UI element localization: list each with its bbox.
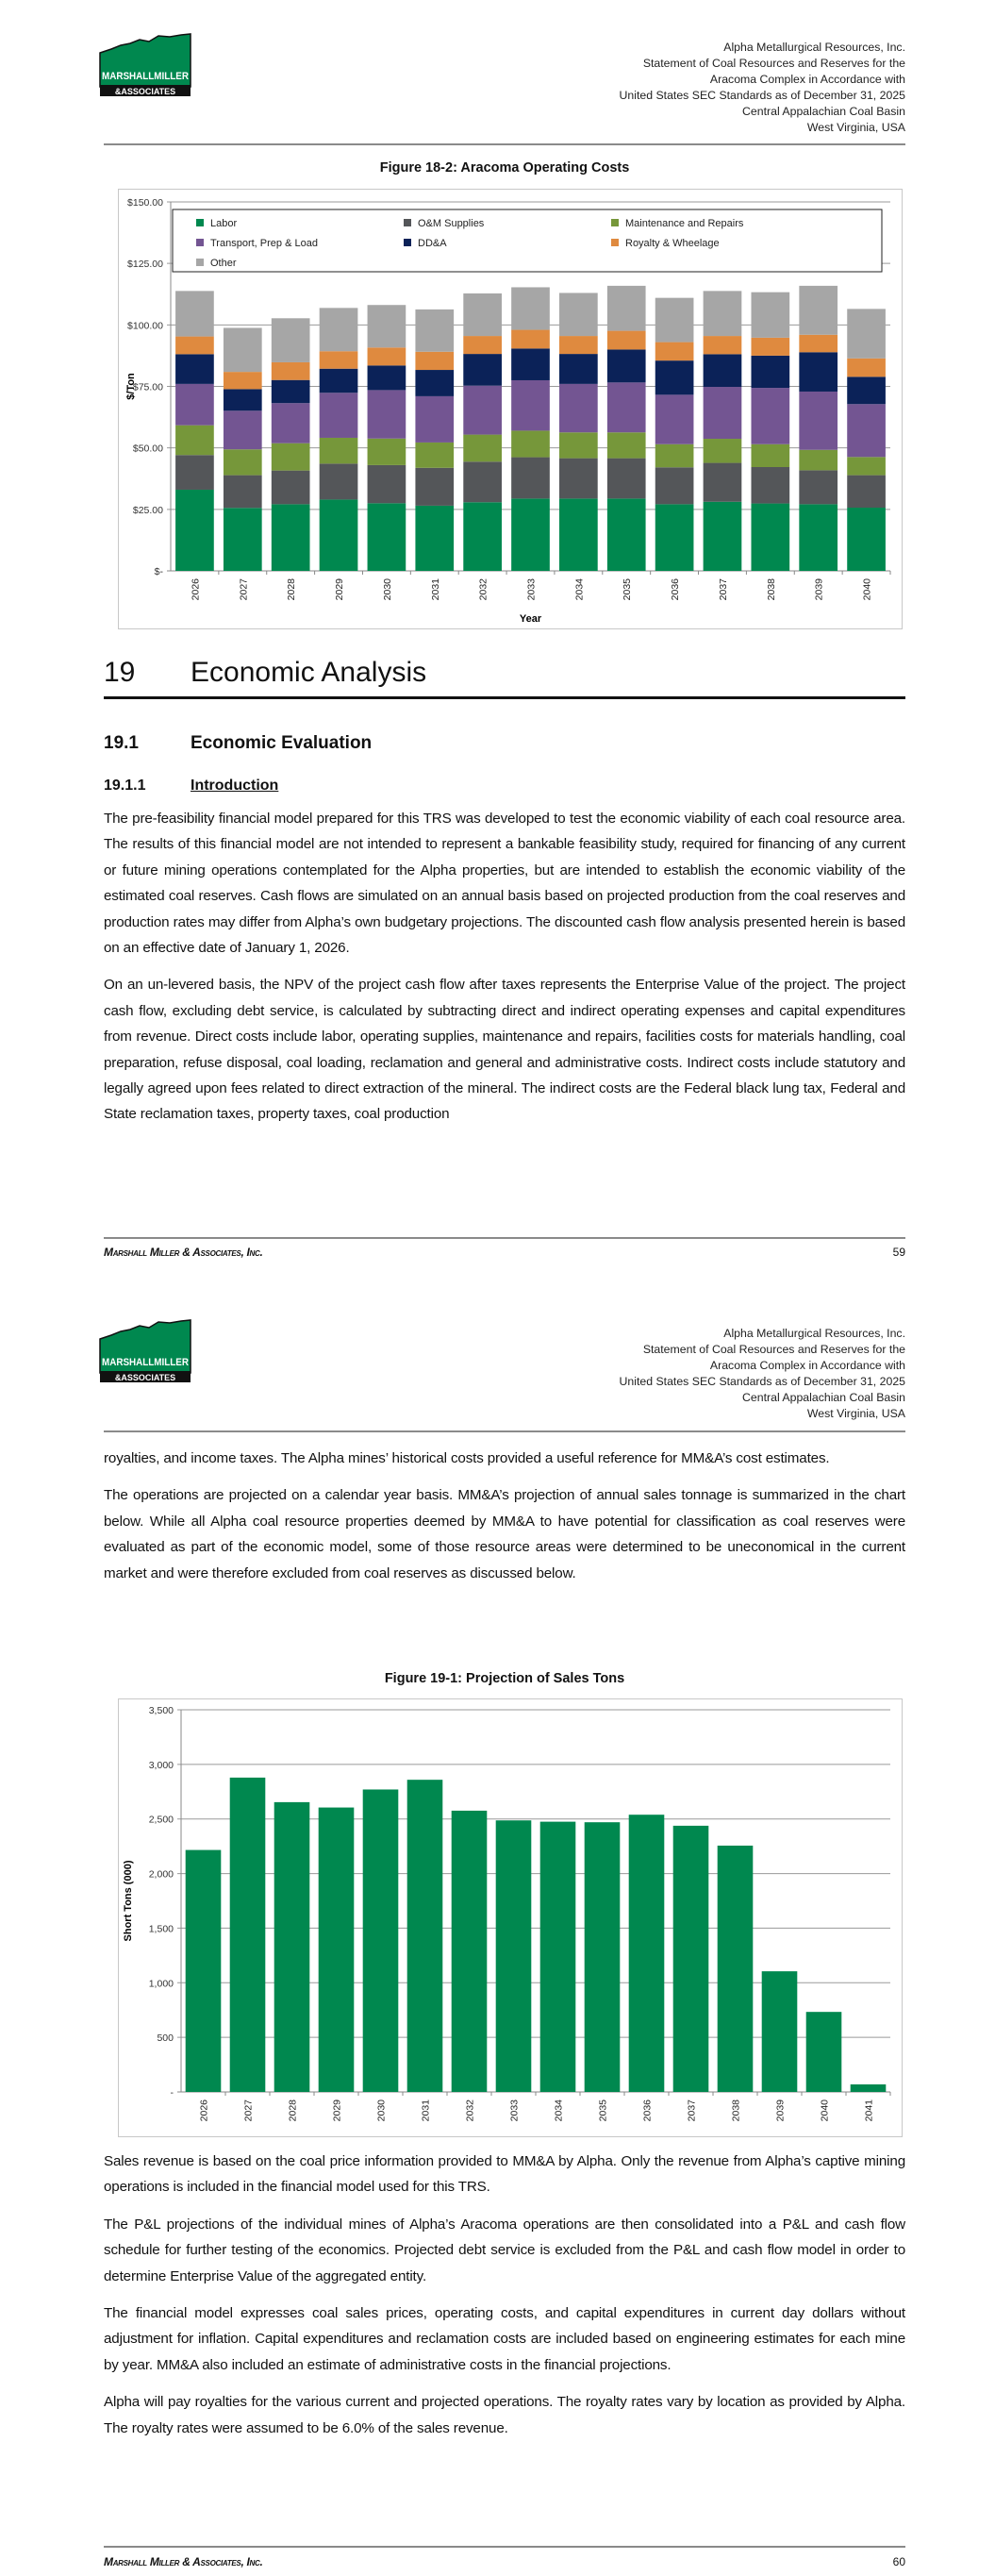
bar-segment-other [655, 298, 694, 343]
legend-label: Maintenance and Repairs [625, 218, 744, 229]
header-line: Aracoma Complex in Accordance with [709, 73, 905, 86]
legend-swatch [196, 219, 204, 226]
operating-costs-chart [118, 189, 903, 629]
x-tick-label: 2039 [774, 2099, 787, 2122]
x-tick-label: 2033 [525, 578, 538, 601]
body-text [104, 806, 905, 1139]
bar [496, 1820, 532, 2092]
bar [540, 1822, 576, 2092]
x-tick-label: 2034 [573, 578, 586, 601]
legend-swatch [196, 239, 204, 246]
bar-segment-dd-a [175, 354, 214, 384]
bar-segment-maintenance-and-repairs [463, 435, 502, 462]
bar-segment-transport-prep-load [655, 394, 694, 443]
subsubsection-number: 19.1.1 [104, 778, 146, 794]
bar-segment-labor [511, 498, 550, 571]
bar-segment-transport-prep-load [368, 390, 406, 438]
y-tick-label: $- [154, 566, 163, 577]
x-tick-label: 2037 [717, 578, 729, 601]
footer-company: Marshall Miller & Associates, Inc. [104, 1246, 263, 1259]
bar-segment-maintenance-and-repairs [175, 426, 214, 456]
paragraph: The pre-feasibility financial model prepared for this TRS was developed to test the economic viability of each coal resource area. The results of this financial model are not intended to represent a bankable feasibility study, required for financing of any current or future mining operations contemplated for the Alpha properties, but are intended to establish the economic viability of the estimated coal reserves. Cash flows are simulated on an annual basis based on projected production from the coal reserves and production rates may differ from Alpha’s own budgetary projections. The discounted cash flow analysis presented herein is based on an effective date of January 1, 2026. [104, 811, 905, 957]
legend-swatch [404, 239, 411, 246]
x-tick-label: 2032 [477, 578, 489, 601]
x-tick-label: 2027 [238, 578, 250, 601]
x-tick-label: 2026 [198, 2099, 210, 2122]
legend-label: Labor [210, 218, 238, 229]
legend-label: Other [210, 258, 237, 269]
legend-label: O&M Supplies [418, 218, 485, 229]
bar-segment-dd-a [704, 354, 742, 387]
bar-segment-dd-a [559, 354, 598, 384]
page-number: 60 [892, 2555, 905, 2568]
x-tick-label: 2031 [429, 578, 441, 601]
x-axis-label: Year [519, 613, 542, 625]
header-line: Alpha Metallurgical Resources, Inc. [723, 41, 905, 54]
bar-segment-other [751, 293, 789, 338]
figure-caption: Figure 18-2: Aracoma Operating Costs [379, 160, 630, 176]
y-tick-label: $75.00 [132, 381, 163, 393]
y-tick-label: 1,500 [148, 1923, 174, 1935]
header-divider [104, 143, 905, 145]
bar-segment-other [368, 305, 406, 347]
bar-segment-labor [368, 503, 406, 571]
x-tick-label: 2035 [622, 578, 634, 601]
bar [274, 1802, 310, 2092]
logo-sub-text: &ASSOCIATES [114, 1373, 176, 1382]
bar-segment-royalty-wheelage [751, 338, 789, 356]
bar-segment-royalty-wheelage [368, 347, 406, 365]
bar-segment-royalty-wheelage [511, 330, 550, 349]
y-tick-label: 3,500 [148, 1705, 174, 1716]
footer-company: Marshall Miller & Associates, Inc. [104, 2555, 263, 2568]
bar-segment-dd-a [751, 356, 789, 388]
x-tick-label: 2026 [190, 578, 202, 601]
header-line: United States SEC Standards as of December 31, 2025 [619, 89, 905, 102]
bar-segment-labor [320, 499, 358, 571]
x-tick-label: 2032 [464, 2099, 476, 2122]
x-tick-label: 2038 [730, 2099, 742, 2122]
y-tick-label: 500 [157, 2032, 174, 2045]
section-number: 19 [104, 657, 136, 688]
bar-segment-o-m-supplies [799, 470, 837, 504]
bar-segment-transport-prep-load [463, 386, 502, 435]
bar-segment-maintenance-and-repairs [704, 439, 742, 463]
bar-segment-transport-prep-load [704, 387, 742, 439]
bar-segment-royalty-wheelage [463, 336, 502, 354]
paragraph: On an un-levered basis, the NPV of the project cash flow after taxes represents the Enterprise Value of the project. The project cash flow, excluding debt service, is calculated by subtracting direct and indirect operating expenses and capital expenditures from revenue. Direct costs include labor, operating supplies, maintenance and repairs, facilities costs for materials handling, coal preparation, refuse disposal, coal loading, reclamation and general and administrative costs. Indirect costs include statutory and legally agreed upon fees related to direct extraction of the mineral. The indirect costs are the Federal black lung tax, Federal and State reclamation taxes, property taxes, coal production [104, 977, 905, 1123]
company-logo [98, 1318, 192, 1384]
body-text [104, 1446, 905, 1597]
subsubsection-title: Introduction [191, 778, 279, 794]
bar [673, 1826, 709, 2092]
bar-segment-royalty-wheelage [272, 362, 310, 380]
bar-segment-transport-prep-load [607, 382, 646, 432]
bar-segment-labor [799, 504, 837, 571]
bar-segment-other [272, 318, 310, 362]
page-number: 59 [892, 1246, 905, 1259]
footer-divider [104, 1237, 905, 1239]
y-tick-label: 2,500 [148, 1814, 174, 1826]
bar-segment-dd-a [272, 380, 310, 404]
bar-segment-o-m-supplies [368, 465, 406, 503]
x-tick-label: 2027 [242, 2099, 255, 2122]
bar-segment-labor [847, 508, 886, 571]
bar [452, 1811, 488, 2092]
y-tick-label: - [170, 2087, 174, 2099]
bar-segment-transport-prep-load [272, 403, 310, 443]
y-tick-label: 2,000 [148, 1868, 174, 1881]
x-tick-label: 2040 [861, 578, 873, 601]
bar-segment-transport-prep-load [415, 396, 454, 443]
x-tick-label: 2029 [331, 2099, 343, 2122]
bar-segment-transport-prep-load [511, 380, 550, 430]
header-divider [104, 1430, 905, 1432]
x-tick-label: 2028 [287, 2099, 299, 2122]
y-axis-label: Short Tons (000) [123, 1860, 134, 1942]
bar-segment-dd-a [511, 348, 550, 380]
paragraph: Sales revenue is based on the coal price information provided to MM&A by Alpha. Only the revenue from Alpha’s captive mining operations is included in the financial model used for this TRS. [104, 2153, 905, 2196]
bar-segment-dd-a [224, 389, 262, 410]
bar-segment-o-m-supplies [655, 467, 694, 504]
company-logo [98, 32, 192, 98]
bar-segment-other [511, 287, 550, 329]
y-tick-label: $25.00 [132, 504, 163, 516]
logo-sub-text: &ASSOCIATES [114, 87, 176, 96]
bar-segment-transport-prep-load [175, 384, 214, 426]
header-line: Central Appalachian Coal Basin [742, 1391, 905, 1404]
bar [718, 1846, 754, 2092]
bar-segment-labor [463, 502, 502, 571]
bar-segment-other [224, 327, 262, 372]
bar-segment-royalty-wheelage [415, 352, 454, 370]
bar [230, 1778, 266, 2092]
x-tick-label: 2040 [819, 2099, 831, 2122]
bar-segment-labor [559, 498, 598, 571]
bar-segment-other [607, 286, 646, 331]
bar-segment-transport-prep-load [799, 392, 837, 450]
bar-segment-o-m-supplies [175, 455, 214, 490]
bar-segment-dd-a [463, 354, 502, 386]
bar-segment-maintenance-and-repairs [272, 443, 310, 471]
y-tick-label: 1,000 [148, 1978, 174, 1990]
bar-segment-other [847, 309, 886, 358]
figure-caption: Figure 19-1: Projection of Sales Tons [384, 1671, 625, 1686]
bar [407, 1780, 443, 2092]
subsection-title: Economic Evaluation [191, 733, 373, 753]
legend-label: DD&A [418, 238, 447, 249]
bar [806, 2012, 842, 2092]
bar [851, 2084, 887, 2092]
bar-segment-o-m-supplies [320, 463, 358, 499]
bar-segment-o-m-supplies [511, 458, 550, 499]
bar-segment-transport-prep-load [224, 410, 262, 449]
x-tick-label: 2041 [863, 2099, 875, 2122]
x-tick-label: 2033 [508, 2099, 521, 2122]
bar-segment-dd-a [847, 376, 886, 404]
bar-segment-maintenance-and-repairs [751, 444, 789, 467]
bar-segment-o-m-supplies [415, 468, 454, 506]
legend-swatch [611, 219, 619, 226]
bar-segment-o-m-supplies [607, 459, 646, 499]
bar-segment-maintenance-and-repairs [847, 457, 886, 475]
legend-swatch [404, 219, 411, 226]
bar-segment-o-m-supplies [272, 471, 310, 505]
y-tick-label: $150.00 [127, 197, 163, 209]
body-text [104, 2149, 905, 2452]
bar-segment-maintenance-and-repairs [655, 444, 694, 468]
bar-segment-o-m-supplies [751, 467, 789, 504]
bar-segment-maintenance-and-repairs [799, 450, 837, 471]
logo-main-text: MARSHALLMILLER [102, 1357, 190, 1368]
y-tick-label: 3,000 [148, 1759, 174, 1771]
bar-segment-dd-a [799, 352, 837, 392]
y-tick-label: $50.00 [132, 443, 163, 455]
header-line: West Virginia, USA [806, 121, 905, 134]
header-line: Statement of Coal Resources and Reserves for the [642, 57, 905, 70]
bar [186, 1850, 222, 2092]
bar-segment-royalty-wheelage [847, 359, 886, 377]
bar-segment-maintenance-and-repairs [368, 439, 406, 465]
bar-segment-labor [175, 490, 214, 571]
bar-segment-other [175, 291, 214, 336]
bar-segment-o-m-supplies [704, 463, 742, 502]
bar-segment-labor [751, 504, 789, 571]
bar-segment-other [320, 308, 358, 351]
bar-segment-maintenance-and-repairs [320, 438, 358, 463]
bar-segment-royalty-wheelage [175, 337, 214, 355]
bar-segment-labor [415, 506, 454, 571]
paragraph: The P&L projections of the individual mines of Alpha’s Aracoma operations are then consolidated into a P&L and cash flow schedule for further testing of the economics. Projected debt service is excluded from the P&L and cash flow model in order to determine Enterprise Value of the aggregated entity. [104, 2216, 905, 2284]
logo-main-text: MARSHALLMILLER [102, 71, 190, 82]
header-info [620, 40, 906, 136]
header-line: United States SEC Standards as of December 31, 2025 [619, 1375, 905, 1388]
bar [585, 1822, 621, 2092]
bar-segment-transport-prep-load [847, 404, 886, 457]
bar-segment-labor [655, 504, 694, 571]
bar-segment-other [559, 293, 598, 336]
bar-segment-royalty-wheelage [655, 343, 694, 361]
legend-swatch [611, 239, 619, 246]
bar-segment-other [799, 286, 837, 335]
x-tick-label: 2034 [553, 2099, 565, 2122]
x-tick-label: 2030 [375, 2099, 388, 2122]
paragraph: The operations are projected on a calendar year basis. MM&A’s projection of annual sales tonnage is summarized in the chart below. While all Alpha coal resource properties deemed by MM&A to have potential for classification as coal reserves were evaluated as part of the economic model, some of those resource areas were determined to be uneconomical in the current market and were therefore excluded from coal reserves as discussed below. [104, 1487, 905, 1581]
footer-divider [104, 2546, 905, 2548]
bar-segment-o-m-supplies [847, 476, 886, 508]
header-line: Alpha Metallurgical Resources, Inc. [723, 1327, 905, 1340]
x-tick-label: 2030 [381, 578, 393, 601]
paragraph: The financial model expresses coal sales prices, operating costs, and capital expenditures in current day dollars without adjustment for inflation. Capital expenditures and reclamation costs are included based on engineering estimates for each mine by year. MM&A also included an estimate of administrative costs in the financial projections. [104, 2305, 905, 2373]
bar-segment-o-m-supplies [559, 459, 598, 499]
bar-segment-transport-prep-load [559, 384, 598, 432]
bar-segment-royalty-wheelage [320, 351, 358, 369]
bar-segment-labor [224, 508, 262, 571]
y-axis-label: $/Ton [125, 373, 137, 400]
x-tick-label: 2028 [286, 578, 298, 601]
paragraph: Alpha will pay royalties for the various current and projected operations. The royalty rates vary by location as provided by Alpha. The royalty rates were assumed to be 6.0% of the sales revenue. [104, 2394, 905, 2436]
y-tick-label: $100.00 [127, 320, 163, 332]
sales-tons-chart [118, 1698, 903, 2137]
section-title: Economic Analysis [191, 657, 427, 688]
bar-segment-dd-a [320, 369, 358, 393]
bar-segment-labor [272, 504, 310, 571]
header-line: Aracoma Complex in Accordance with [709, 1359, 905, 1372]
bar-segment-other [704, 291, 742, 336]
subsection-number: 19.1 [104, 733, 139, 753]
header-info [620, 1326, 906, 1422]
bar [319, 1808, 355, 2092]
bar-segment-maintenance-and-repairs [224, 449, 262, 475]
bar-segment-dd-a [368, 365, 406, 390]
bar-segment-other [415, 309, 454, 352]
x-tick-label: 2029 [334, 578, 346, 601]
bar-segment-dd-a [415, 370, 454, 396]
bar-segment-maintenance-and-repairs [607, 432, 646, 458]
header-line: Central Appalachian Coal Basin [742, 105, 905, 118]
x-tick-label: 2036 [670, 578, 682, 601]
bar-segment-other [463, 293, 502, 336]
bar-segment-o-m-supplies [463, 461, 502, 502]
bar-segment-maintenance-and-repairs [559, 432, 598, 458]
x-tick-label: 2039 [813, 578, 825, 601]
bar [629, 1815, 665, 2092]
bar-segment-o-m-supplies [224, 476, 262, 509]
bar [762, 1971, 798, 2092]
section-heading [104, 657, 905, 699]
legend-label: Royalty & Wheelage [625, 238, 720, 249]
x-tick-label: 2031 [420, 2099, 432, 2122]
bar-segment-royalty-wheelage [799, 335, 837, 353]
x-tick-label: 2037 [686, 2099, 698, 2122]
bar-segment-royalty-wheelage [224, 372, 262, 389]
legend-swatch [196, 259, 204, 266]
x-tick-label: 2038 [765, 578, 777, 601]
bar-segment-dd-a [655, 360, 694, 394]
bar-segment-transport-prep-load [751, 388, 789, 444]
header-line: West Virginia, USA [806, 1407, 905, 1420]
bar-segment-royalty-wheelage [607, 331, 646, 350]
bar-segment-transport-prep-load [320, 393, 358, 438]
y-tick-label: $125.00 [127, 259, 163, 271]
x-tick-label: 2035 [597, 2099, 609, 2122]
bar-segment-dd-a [607, 349, 646, 382]
bar-segment-maintenance-and-repairs [415, 443, 454, 468]
bar-segment-labor [607, 498, 646, 571]
x-tick-label: 2036 [641, 2099, 654, 2122]
bar-segment-labor [704, 502, 742, 571]
bar-segment-royalty-wheelage [559, 336, 598, 354]
paragraph: royalties, and income taxes. The Alpha mines’ historical costs provided a useful reference for MM&A’s cost estimates. [104, 1450, 830, 1466]
header-line: Statement of Coal Resources and Reserves for the [642, 1343, 905, 1356]
bar [363, 1789, 399, 2092]
bar-segment-royalty-wheelage [704, 336, 742, 354]
legend-label: Transport, Prep & Load [210, 238, 318, 249]
bar-segment-maintenance-and-repairs [511, 430, 550, 457]
